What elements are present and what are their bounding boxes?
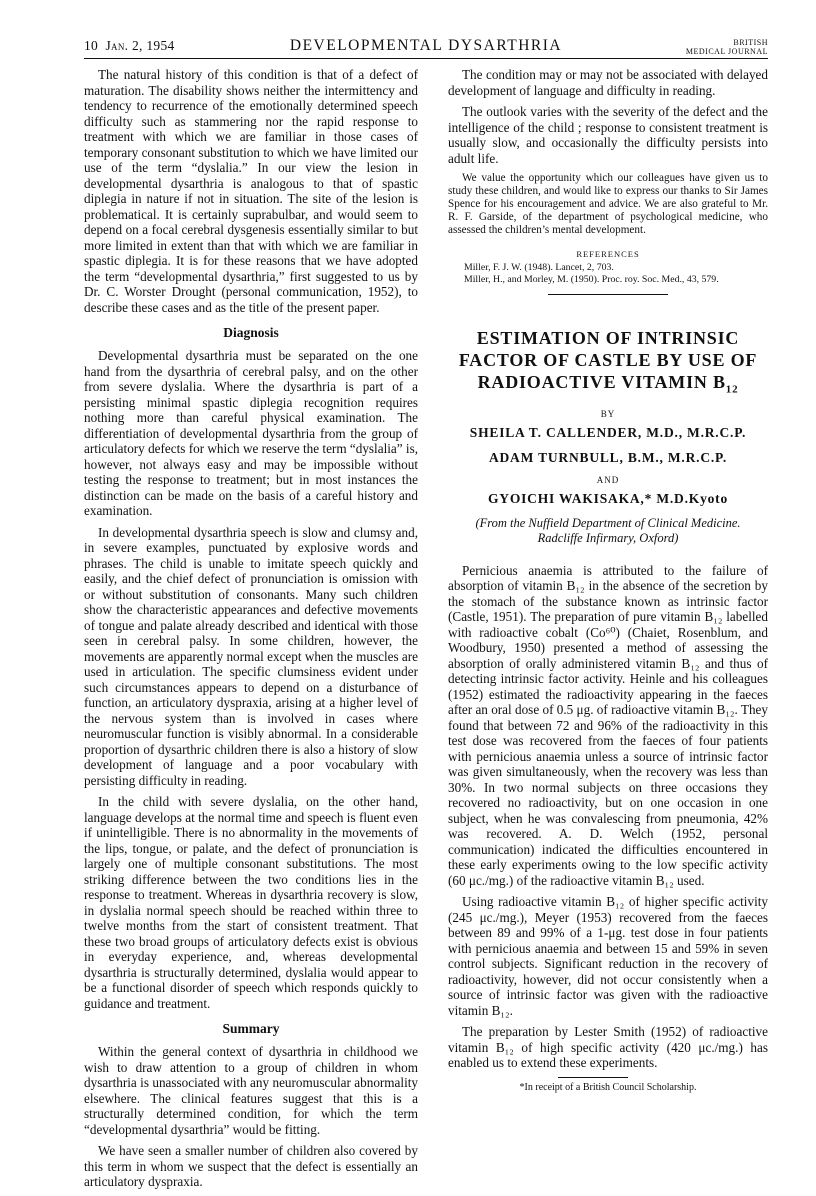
left-column — [84, 67, 418, 1196]
issue-date: Jan. 2, 1954 — [105, 38, 175, 53]
body-paragraph-1: Pernicious anaemia is attributed to the failure of absorption of vitamin B₁₂ in the absence of the secretion by the stomach of the substance known as intrinsic factor (Castle, 1951). The preparation of pure vitamin B₁₂ labelled with radioactive cobalt (Co⁶⁰) (Chaiet, Rosenblum, and Woodbury, 1950) presented a method of assessing the absorption of orally administered vitamin B₁₂ and thus of detecting intrinsic factor activity. Heinle and his colleagues (1952) estimated the radioactivity appearing in the faeces after an oral dose of 0.5 μg. of radioactive vitamin B₁₂. They found that between 72 and 96% of the radioactivity in this test dose was recovered from the faeces of four patients with pernicious anaemia unless a source of intrinsic factor was given simultaneously, when the recovery was less than 30%. In two normal subjects on three occasions they recovered no radioactivity, but on one occasion in one subject, when he was convalescing from pneumonia, 42% was recovered. A. D. Welch (1952, personal communication) indicated the difficulties encountered in these early experiments owing to the low specific activity (60 μc./mg.) of the radioactive vitamin B₁₂ used. — [448, 562, 768, 888]
diagnosis-heading: Diagnosis — [223, 325, 279, 340]
summary-paragraph-3: The condition may or may not be associated with delayed development of language and difficulty in reading. — [448, 67, 768, 98]
reference-2: Miller, H., and Morley, M. (1950). Proc. roy. Soc. Med., 43, 579. — [464, 273, 719, 285]
journal-name-line1: BRITISH — [733, 38, 768, 47]
footnote: *In receipt of a British Council Scholarship. — [519, 1081, 697, 1093]
author-2: ADAM TURNBULL, B.M., M.R.C.P. — [488, 449, 728, 465]
running-title: DEVELOPMENTAL DYSARTHRIA — [289, 37, 563, 54]
reference-1: Miller, F. J. W. (1948). Lancet, 2, 703. — [464, 262, 614, 273]
affiliation-line-1: (From the Nuffield Department of Clinical Medicine. — [475, 515, 741, 530]
separator-rule — [548, 294, 668, 295]
summary-paragraph-4: The outlook varies with the severity of the defect and the intelligence of the child ; response to consistent treatment is usually slow, and occasionally the difficulty persists into adult life. — [448, 104, 768, 166]
journal-name — [686, 38, 768, 56]
affiliation-line-2: Radcliffe Infirmary, Oxford) — [537, 530, 679, 545]
affiliation — [448, 516, 768, 546]
body-paragraph-2: Using radioactive vitamin B₁₂ of higher specific activity (245 μc./mg.), Meyer (1953) recovered from the faeces between 89 and 99% of a 1-μg. test dose in four patients with pernicious anaemia and between 15 and 59% in seven control subjects. Significant reduction in the recovery of radioactivity, however, did not occur consistently when a source of intrinsic factor was given with the radioactive vitamin B₁₂. — [448, 894, 768, 1018]
article-title-line-3-text: RADIOACTIVE VITAMIN B — [477, 372, 726, 392]
diagnosis-paragraph-3: In the child with severe dyslalia, on the other hand, language develops at the normal time and speech is fluent even if unintelligible. There is no abnormality in the movements of the lips, tongue, or palate, and the defect of pronunciation is largely one of multiple consonant substitutions. The most striking difference between the two conditions lies in the response to treatment. Whereas in dysarthria recovery is slow, in dyslalia normal speech should be reached within three to twelve months from the start of consistent treatment. That these two broad groups of articulatory defects exist is obvious in everyday experience, and, whereas developmental dysarthria is structurally determined, dyslalia would appear to be a functional disorder of speech which responds quickly to guidance and treatment. — [84, 794, 418, 1011]
page-number: 10 — [84, 38, 99, 53]
author-3: GYOICHI WAKISAKA,* M.D.Kyoto — [487, 490, 729, 506]
body-paragraph-3: The preparation by Lester Smith (1952) of radioactive vitamin B₁₂ of high specific activity (420 μc./mg.) has enabled us to extend these experiments. — [448, 1024, 768, 1071]
article-title-subscript: 12 — [725, 383, 739, 396]
article-title-line-1: ESTIMATION OF INTRINSIC — [476, 328, 740, 348]
footnote-rule — [558, 1077, 628, 1078]
diagnosis-paragraph-2: In developmental dysarthria speech is slow and clumsy and, in severe examples, punctuated by explosive words and phrases. The child is unable to imitate speech quickly and easily, and the chief defect of pronunciation is omission with or without substitution of consonants. Many such children show the characteristic appearances and defective movements of tongue and palate already described and identical with those seen in cerebral palsy. In some children, however, the movements are apparently normal except when the muscles are used in articulation. The specific clumsiness evident under such circumstances appears to depend on a disturbance of function, an articulatory dyspraxia, arising at a higher level of the nervous system than is involved in cases where neuromuscular function is visibly abnormal. In a considerable proportion of dysarthric children there is also a history of slow development of language and a poor vocabulary with persisting difficulty in reading. — [84, 524, 418, 788]
author-1: SHEILA T. CALLENDER, M.D., M.R.C.P. — [469, 424, 747, 440]
article-title-line-3 — [448, 371, 768, 401]
article-title-line-2: FACTOR OF CASTLE BY USE OF — [458, 350, 758, 370]
page-header — [84, 36, 768, 59]
diagnosis-paragraph-1: Developmental dysarthria must be separated on the one hand from the dysarthria of cerebral palsy, and on the other from severe dyslalia. Where the dysarthria is part of a persisting minimal spastic diplegia recognition requires nothing more than careful physical examination. The differentiation of developmental dysarthria from the group of articulatory defects for which we reserve the term “dyslalia” is, however, not always easy and may be impossible without testing the response to treatment; but in most instances the distinction can be made on the basis of a careful history and examination. — [84, 348, 418, 518]
acknowledgment: We value the opportunity which our colleagues have given us to study these children, and would like to express our thanks to Sir James Spence for his encouragement and advice. We are also grateful to Mr. R. F. Garside, of the department of psychological medicine, who assessed the children’s mental development. — [448, 172, 768, 236]
by-label: BY — [600, 408, 616, 419]
journal-name-line2: MEDICAL JOURNAL — [685, 47, 768, 56]
right-column — [448, 67, 768, 1094]
intro-paragraph: The natural history of this condition is that of a defect of maturation. The disability shows neither the intermittency and tendency to recurrence of the emotionally determined speech difficulty such as stammering nor the rapid response to treatment with which we are familiar in those cases of temporary consonant substitution to which we have limited our use of the term “dyslalia.” In our view the lesion in developmental dysarthria is analogous to that of spastic diplegia in nature if not in situation. The site of the lesion is problematical. It is certainly suprabulbar, and would seem to depend on a focal cerebral dysgenesis essentially similar to but more limited in extent than that with which we are familiar in spastic diplegia. It is for these reasons that we have adopted the term “developmental dysarthria,” first suggested to us by Dr. C. Worster Drought (personal communication, 1952), to describe these cases and as the title of the present paper. — [84, 67, 418, 315]
article-title — [448, 327, 768, 401]
references-heading: REFERENCES — [576, 249, 640, 259]
summary-paragraph-2: We have seen a smaller number of children also covered by this term in whom we suspect that the defect is essentially an articulatory dyspraxia. — [84, 1143, 418, 1189]
and-label: AND — [596, 474, 620, 485]
summary-paragraph-1: Within the general context of dysarthria in childhood we wish to draw attention to a group of children in whom dysarthria is unassociated with any neuromuscular abnormality elsewhere. The clinical features suggest that this is a structurally determined condition, for which the term “developmental dysarthria” would be fitting. — [84, 1044, 418, 1137]
summary-heading: Summary — [222, 1021, 280, 1036]
